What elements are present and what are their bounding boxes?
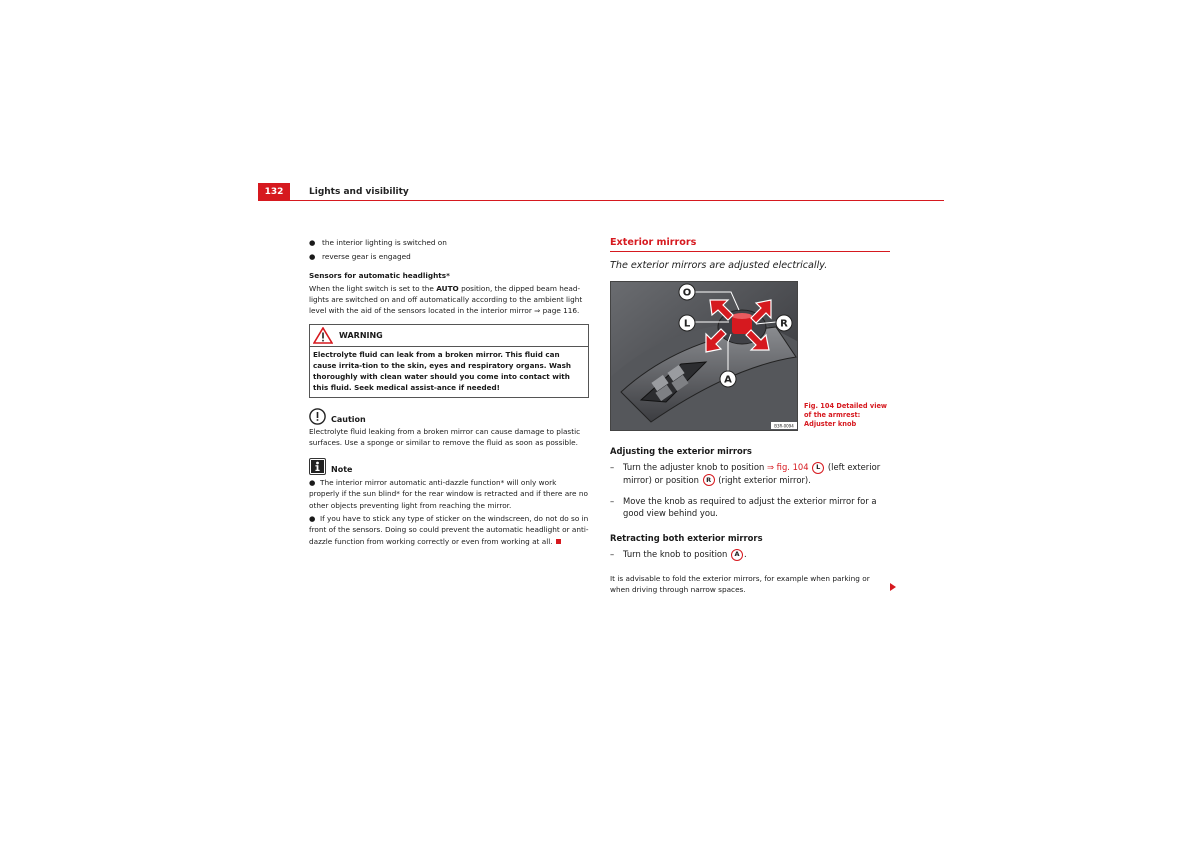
caution-icon bbox=[309, 408, 326, 425]
section-intro: The exterior mirrors are adjusted electrically. bbox=[610, 260, 828, 271]
fig-link[interactable]: ⇒ fig. 104 bbox=[766, 462, 809, 472]
sensors-paragraph: When the light switch is set to the AUTO position, the dipped beam head-lights are switched on and off automatically according to the ambient light level with the aid of the sensors located in the interior mirror ⇒ page 116. bbox=[309, 283, 583, 316]
caution-label: Caution bbox=[331, 414, 366, 424]
bullet-icon: ● bbox=[309, 478, 321, 488]
header-rule bbox=[258, 200, 944, 201]
callout-o: O bbox=[682, 287, 692, 299]
next-page-arrow-icon bbox=[890, 583, 896, 591]
armrest-illustration bbox=[611, 282, 798, 431]
list-item: ● reverse gear is engaged bbox=[309, 252, 411, 262]
bullet-icon: ● bbox=[309, 252, 316, 262]
bullet-icon: ● bbox=[309, 514, 321, 524]
caution-text: Electrolyte fluid leaking from a broken mirror can cause damage to plastic surfaces. Use a sponge or similar to remove the fluid as soon as possible. bbox=[309, 426, 581, 447]
callout-l: L bbox=[683, 318, 691, 330]
retract-heading: Retracting both exterior mirrors bbox=[610, 533, 763, 543]
callout-a: A bbox=[724, 374, 732, 386]
armrest-figure bbox=[610, 281, 798, 431]
position-l-icon: L bbox=[812, 462, 824, 474]
info-icon bbox=[309, 458, 326, 475]
list-item: ● The interior mirror automatic anti-dazzle function* will only work properly if the sun blind* for the rear window is retracted and if there are no other objects preventing light from reaching the mirror. bbox=[309, 478, 588, 510]
caution-header bbox=[309, 407, 589, 425]
warning-box bbox=[309, 324, 589, 398]
warning-label: WARNING bbox=[339, 330, 383, 340]
page-number: 132 bbox=[258, 183, 290, 201]
figure-caption: Fig. 104 Detailed view of the armrest: Adjuster knob bbox=[804, 402, 888, 428]
position-r-icon: R bbox=[703, 474, 715, 486]
bullet-icon: ● bbox=[309, 238, 316, 247]
list-item: – Turn the knob to position A . bbox=[610, 549, 747, 559]
end-of-section-icon bbox=[556, 539, 561, 544]
warning-text: Electrolyte fluid can leak from a broken mirror. This fluid can cause irrita-tion to the skin, eyes and respiratory organs. Wash thoroughly with clean water should you come into contact with this fluid. Seek medical assist-ance if needed! bbox=[313, 349, 571, 393]
list-item: – Move the knob as required to adjust the exterior mirror for a good view behind you. bbox=[610, 496, 877, 518]
adjust-heading: Adjusting the exterior mirrors bbox=[610, 446, 752, 456]
figure-code: B3R-0094 bbox=[774, 423, 794, 429]
position-a-icon: A bbox=[731, 549, 743, 561]
note-label: Note bbox=[331, 465, 353, 475]
list-item: – Turn the adjuster knob to position ⇒ fig. 104 L (left exterior mirror) or position R (right exterior mirror). bbox=[610, 462, 881, 485]
list-item: ● If you have to stick any type of sticker on the windscreen, do not do so in front of the sensors. Doing so could prevent the automatic headlight or anti-dazzle function from working correctly or even from working at all. bbox=[309, 514, 589, 546]
note-header bbox=[309, 457, 589, 475]
left-column bbox=[309, 237, 589, 547]
chapter-title: Lights and visibility bbox=[309, 187, 409, 197]
warning-header bbox=[310, 325, 588, 347]
advice-paragraph: It is advisable to fold the exterior mirrors, for example when parking or when driving through narrow spaces. bbox=[610, 573, 870, 594]
list-item: ● the interior lighting is switched on bbox=[309, 238, 447, 247]
callout-r: R bbox=[780, 318, 788, 330]
figure-block bbox=[610, 281, 890, 431]
sensors-heading: Sensors for automatic headlights* bbox=[309, 270, 450, 280]
warning-triangle-icon bbox=[313, 327, 333, 344]
page-header bbox=[258, 183, 944, 202]
right-column bbox=[610, 237, 890, 595]
section-title: Exterior mirrors bbox=[610, 237, 890, 252]
